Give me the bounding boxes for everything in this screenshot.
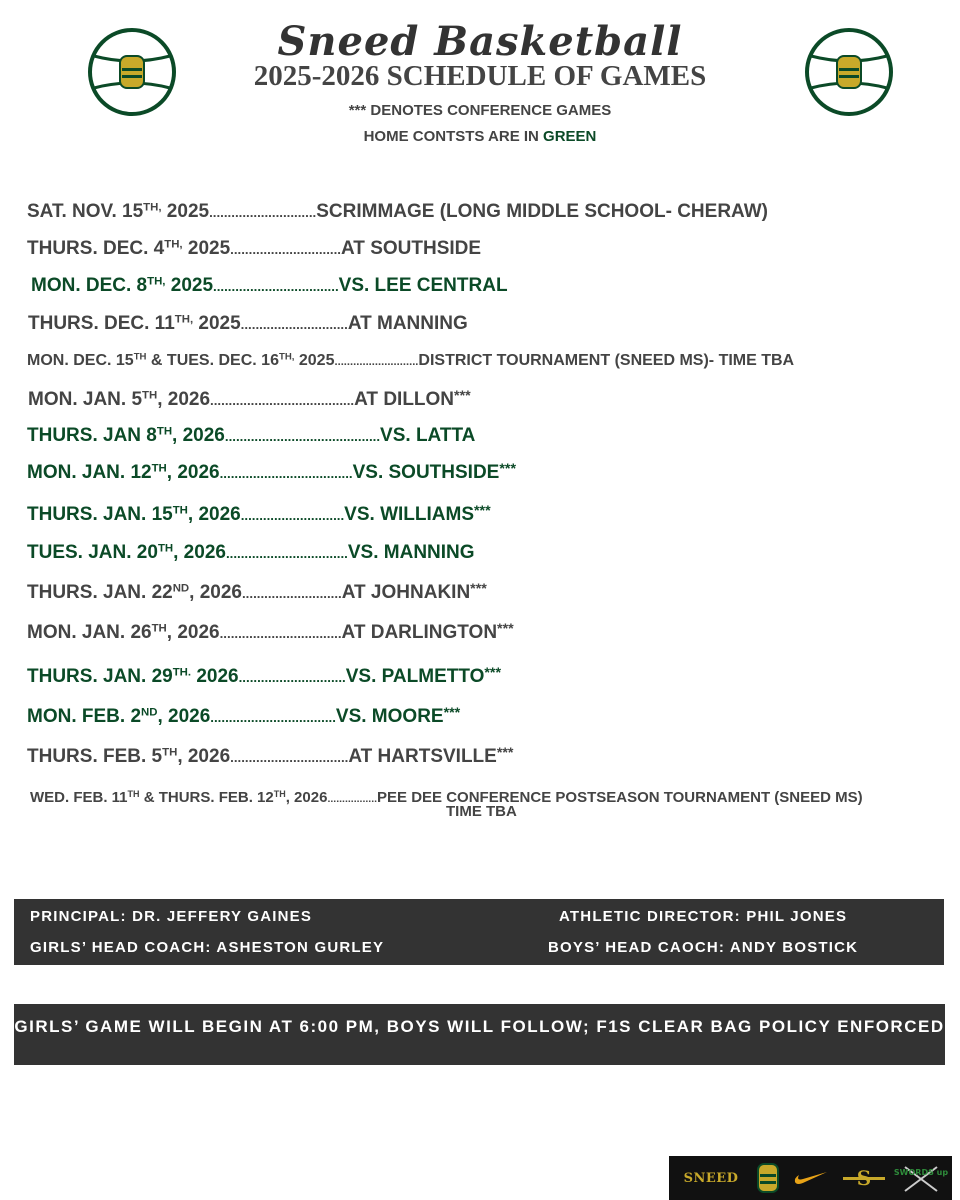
date-ordinal: TH, (147, 275, 166, 288)
date-text: & THURS. FEB. 12 (139, 789, 274, 806)
date-text: 2026 (191, 665, 239, 687)
opponent-text: AT MANNING (347, 313, 468, 334)
opponent-text: VS. LATTA (380, 425, 476, 446)
date-ordinal: TH, (278, 351, 295, 363)
date-text: MON. DEC. 8 (31, 275, 148, 296)
opponent-text: DISTRICT TOURNAMENT (SNEED MS)- TIME TBA (418, 352, 795, 369)
date-text: 2025 (294, 352, 335, 369)
opponent-text: VS. WILLIAMS (344, 503, 474, 525)
girls-coach-text: GIRLS’ HEAD COACH: ASHESTON GURLEY (30, 939, 385, 956)
svg-text:SWORDS up: SWORDS up (893, 1168, 949, 1177)
conference-marker: *** (474, 503, 491, 519)
leader-dots: ................................. (225, 546, 348, 561)
swords-up-icon (895, 1156, 947, 1200)
date-text: THURS. FEB. 5 (27, 745, 163, 767)
date-text: , 2026 (177, 745, 231, 767)
conference-marker: *** (497, 621, 514, 637)
schedule-row (27, 542, 475, 564)
boys-coach-text: BOYS’ HEAD CAOCH: ANDY BOSTICK (548, 939, 859, 956)
date-text: THURS. JAN. 29 (27, 665, 173, 687)
leader-dots: ....................................... (210, 392, 355, 408)
opponent-text: PEE DEE CONFERENCE POSTSEASON TOURNAMENT (SNEED MS) (377, 789, 863, 806)
date-text: , 2026 (285, 789, 328, 806)
opponent-text: VS. PALMETTO (345, 665, 485, 687)
opponent-text: VS. MOORE (335, 705, 444, 727)
conference-marker: *** (496, 745, 514, 761)
date-text: , 2026 (187, 503, 241, 525)
athletic-director-text: ATHLETIC DIRECTOR: PHIL JONES (559, 908, 848, 925)
date-text: , 2026 (166, 461, 220, 483)
schedule-row (27, 745, 513, 768)
schedule-row (27, 238, 481, 260)
date-text: MON. JAN. 5 (28, 388, 143, 410)
leader-dots: ........................... (241, 585, 342, 601)
sword-s-icon (839, 1156, 889, 1200)
date-ordinal: TH (273, 789, 286, 800)
policy-banner: GIRLS’ GAME WILL BEGIN AT 6:00 PM, BOYS WILL FOLLOW; F1S CLEAR BAG POLICY ENFORCED (14, 1004, 945, 1065)
date-text: 2025 (193, 313, 241, 334)
opponent-text: VS. LEE CENTRAL (338, 275, 508, 296)
date-text: , 2026 (157, 388, 211, 410)
date-ordinal: TH, (174, 313, 194, 326)
date-text: THURS. DEC. 11 (28, 313, 175, 334)
knight-helmet-icon (753, 1156, 783, 1200)
leader-dots: ............................. (238, 669, 346, 685)
sponsor-strip (669, 1156, 952, 1200)
schedule-row (27, 581, 487, 604)
conference-marker: *** (470, 581, 487, 597)
leader-dots: ........................... (334, 356, 419, 368)
date-text: , 2026 (166, 621, 220, 643)
opponent-text: AT HARTSVILLE (348, 745, 497, 767)
page-subtitle: 2025-2026 SCHEDULE OF GAMES (253, 60, 707, 92)
staff-panel (14, 899, 944, 965)
date-text: 2025 (165, 275, 214, 296)
leader-dots: .............................. (230, 242, 341, 257)
date-ordinal: ND (141, 706, 158, 719)
schedule-row (27, 705, 460, 728)
schedule-row (27, 425, 475, 447)
date-ordinal: TH. (172, 666, 192, 679)
date-text: 2025 (161, 201, 210, 222)
date-text: , 2026 (173, 542, 226, 563)
conference-note: *** DENOTES CONFERENCE GAMES (348, 102, 612, 119)
date-ordinal: TH (151, 622, 167, 635)
date-text: THURS. JAN. 15 (27, 503, 173, 525)
conference-marker: *** (443, 705, 461, 721)
date-ordinal: TH, (164, 238, 183, 251)
date-ordinal: TH (157, 542, 174, 555)
date-ordinal: TH (151, 462, 167, 475)
date-text: THURS. JAN. 22 (27, 581, 173, 603)
opponent-text: AT JOHNAKIN (341, 581, 471, 603)
opponent-text: SCRIMMAGE (LONG MIDDLE SCHOOL- CHERAW) (316, 201, 768, 222)
leader-dots: ............................. (240, 317, 348, 332)
principal-text: PRINCIPAL: DR. JEFFERY GAINES (30, 908, 313, 925)
schedule-row (27, 503, 491, 526)
date-ordinal: TH (142, 389, 158, 402)
schedule-row (27, 621, 514, 644)
opponent-text: AT DILLON (354, 388, 455, 410)
date-ordinal: TH (127, 789, 140, 800)
date-text: SAT. NOV. 15 (27, 201, 144, 222)
schedule-row (28, 388, 471, 411)
leader-dots: .................................. (210, 709, 336, 725)
conference-marker: *** (454, 388, 471, 404)
green-word: GREEN (543, 128, 597, 145)
conference-marker: *** (484, 665, 502, 681)
opponent-text: AT DARLINGTON (341, 621, 498, 643)
date-text: & TUES. DEC. 16 (146, 352, 279, 369)
date-text: THURS. JAN 8 (27, 425, 157, 446)
leader-dots: ............................ (240, 507, 345, 523)
leader-dots: .......................................... (224, 429, 381, 444)
schedule-row (27, 461, 516, 484)
date-ordinal: TH, (143, 201, 162, 214)
leader-dots: ............................. (209, 205, 317, 220)
page-title: Sneed Basketball (277, 18, 683, 65)
date-ordinal: TH (172, 504, 188, 517)
conference-marker: *** (499, 461, 516, 477)
date-text: MON. JAN. 26 (27, 621, 152, 643)
date-ordinal: ND (172, 582, 190, 595)
date-text: MON. FEB. 2 (27, 705, 142, 727)
date-ordinal: TH (162, 746, 178, 759)
date-text: MON. JAN. 12 (27, 461, 152, 483)
leader-dots: ................................ (230, 749, 349, 765)
sneed-wordmark-logo: SNEED (683, 1170, 739, 1186)
date-ordinal: TH (133, 351, 147, 363)
date-ordinal: TH (156, 425, 173, 438)
schedule-row (31, 275, 508, 297)
date-text: THURS. DEC. 4 (27, 238, 165, 259)
schedule-row-continuation: TIME TBA (446, 803, 517, 820)
date-text: , 2026 (157, 705, 211, 727)
date-text: MON. DEC. 15 (27, 352, 134, 369)
leader-dots: ................................. (219, 625, 342, 641)
date-text: , 2026 (172, 425, 225, 446)
leader-dots: ................. (327, 793, 378, 805)
swoosh-icon (791, 1156, 831, 1200)
home-games-note: HOME CONTSTS ARE IN GREEN (363, 128, 597, 145)
opponent-text: VS. MANNING (347, 542, 475, 563)
leader-dots: .................................... (219, 465, 353, 481)
date-text: WED. FEB. 11 (30, 789, 128, 806)
date-text: , 2026 (189, 581, 242, 603)
schedule-row (27, 352, 794, 370)
leader-dots: .................................. (213, 279, 339, 294)
opponent-text: AT SOUTHSIDE (341, 238, 482, 259)
svg-text:S: S (856, 1166, 872, 1190)
schedule-row (28, 313, 468, 335)
date-text: TUES. JAN. 20 (27, 542, 158, 563)
schedule-row (27, 665, 501, 688)
schedule-row (27, 201, 768, 223)
opponent-text: VS. SOUTHSIDE (352, 461, 500, 483)
date-text: 2025 (182, 238, 231, 259)
